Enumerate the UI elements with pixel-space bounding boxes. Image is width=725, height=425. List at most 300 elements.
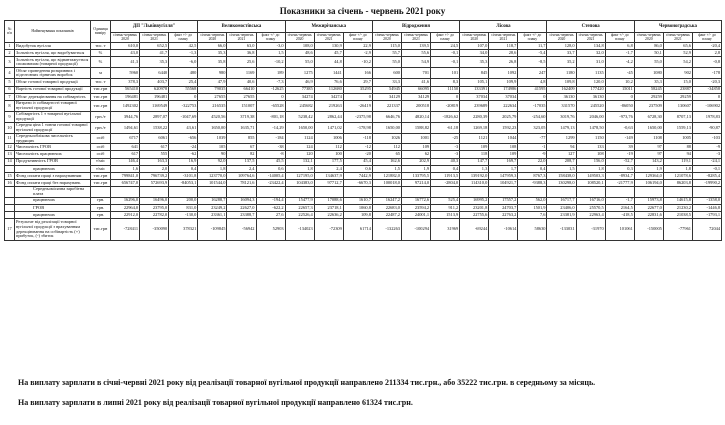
- row-value: 109,8: [547, 79, 576, 86]
- row-indicator-name: Витрати із собівартості товарної вугільної продукції: [15, 100, 91, 111]
- row-value: 1044: [489, 133, 518, 143]
- row-value: 108520,1: [576, 180, 605, 187]
- row-value: 130298,0: [547, 180, 576, 187]
- row-value: 37034: [460, 93, 489, 100]
- row-value: 139192,0: [460, 172, 489, 179]
- row-value: -0,8: [692, 57, 721, 68]
- row-value: 656747,0: [111, 180, 140, 187]
- row-value: 45,4: [343, 158, 372, 165]
- table-row: [5, 204, 722, 211]
- row-value: 108: [576, 151, 605, 158]
- row-indicator-name: Собівартість 1 т товарної вугільної продукції: [15, 111, 91, 122]
- row-value: 5960: [111, 68, 140, 79]
- row-value: [256, 187, 285, 197]
- row-value: -0,1: [431, 50, 460, 57]
- row-value: 25,6: [227, 57, 256, 68]
- row-number: 1: [5, 43, 15, 50]
- row-number: 16: [5, 180, 15, 187]
- row-value: 100: [314, 151, 343, 158]
- row-value: -1,7: [605, 50, 634, 57]
- row-value: 35,3: [460, 57, 489, 68]
- row-value: 39: [605, 144, 634, 151]
- row-value: 97712,7: [314, 180, 343, 187]
- row-value: 67: [227, 144, 256, 151]
- row-value: 1978,83: [692, 111, 721, 122]
- row-value: -12: [343, 144, 372, 151]
- row-value: 77385: [285, 86, 314, 93]
- header-period: факт +/- до плану: [431, 33, 460, 43]
- row-value: 177,5: [314, 158, 343, 165]
- row-value: 27655: [198, 93, 227, 100]
- row-value: -178: [692, 68, 721, 79]
- row-value: 25,4: [169, 79, 198, 86]
- row-value: -8285,4: [692, 172, 721, 179]
- row-value: 109: [402, 144, 431, 151]
- row-value: -3,0: [256, 43, 285, 50]
- row-value: -1,3: [169, 50, 198, 57]
- row-value: -72309: [314, 219, 343, 241]
- row-number: 14: [5, 158, 15, 165]
- row-value: 29,7: [343, 79, 372, 86]
- row-value: -0,1: [692, 165, 721, 172]
- row-value: 845: [460, 68, 489, 79]
- row-value: 1135: [576, 68, 605, 79]
- row-value: 1501,9: [518, 204, 547, 211]
- row-value: 33,7: [547, 50, 576, 57]
- row-value: [343, 187, 372, 197]
- row-value: 1299: [547, 133, 576, 143]
- row-value: 1121: [460, 133, 489, 143]
- row-value: 146,4: [111, 158, 140, 165]
- row-value: 16716,0: [576, 197, 605, 204]
- row-number: [5, 197, 15, 204]
- row-unit: м: [91, 68, 111, 79]
- row-value: 123770,0: [198, 172, 227, 179]
- row-value: -20: [343, 151, 372, 158]
- row-value: 11150: [431, 86, 460, 93]
- row-value: 118: [460, 151, 489, 158]
- header-group-mine: Лісова: [460, 21, 547, 33]
- row-number: 8: [5, 100, 15, 111]
- row-number: 17: [5, 219, 15, 241]
- row-value: 66095: [402, 86, 431, 93]
- header-period: факт +/- до плану: [605, 33, 634, 43]
- row-value: 1588,82: [402, 122, 431, 133]
- table-row: [5, 187, 722, 197]
- row-value: 54,2: [663, 57, 692, 68]
- row-value: 1092: [489, 68, 518, 79]
- row-value: 121078,6: [663, 172, 692, 179]
- header-period: січень-червень 2020: [285, 33, 314, 43]
- header-period: січень-червень 2021: [227, 33, 256, 43]
- row-indicator-name: Фонд оплати праці без нарахувань: [15, 180, 91, 187]
- row-value: 0,3: [605, 165, 634, 172]
- row-value: 16496,0: [140, 197, 169, 204]
- row-value: 47,9: [198, 79, 227, 86]
- row-value: -9: [518, 151, 547, 158]
- table-row: [5, 100, 722, 111]
- row-value: 11913,5: [431, 172, 460, 179]
- row-value: -1047,69: [169, 111, 198, 122]
- row-value: 701: [402, 68, 431, 79]
- row-value: 5238,42: [285, 111, 314, 122]
- row-value: -149: [605, 133, 634, 143]
- row-value: 23381,9: [547, 211, 576, 218]
- row-value: 65,6: [663, 43, 692, 50]
- row-value: -100294: [402, 219, 431, 241]
- row-value: 52,9: [663, 50, 692, 57]
- row-value: -8: [256, 151, 285, 158]
- row-value: 66,0: [198, 43, 227, 50]
- row-value: 0: [692, 93, 721, 100]
- row-value: 0: [343, 93, 372, 100]
- row-value: 101544,0: [198, 180, 227, 187]
- row-value: 86203,8: [663, 180, 692, 187]
- row-indicator-name: Обсяг проведення розкривних і підготовчих гірничих виробок: [15, 68, 91, 79]
- row-value: -6670,3: [343, 180, 372, 187]
- row-value: [518, 187, 547, 197]
- row-value: 133391: [460, 86, 489, 93]
- row-value: -38: [256, 144, 285, 151]
- row-value: 1124: [285, 133, 314, 143]
- row-value: -3: [431, 144, 460, 151]
- row-value: 22831,6: [634, 211, 663, 218]
- row-value: 41595: [518, 86, 547, 93]
- row-value: 2,8: [692, 50, 721, 57]
- row-value: 36130: [547, 93, 576, 100]
- row-value: 22526,4: [285, 211, 314, 218]
- table-row: [5, 86, 722, 93]
- row-indicator-name: працюючих: [15, 211, 91, 218]
- row-value: -178,98: [343, 122, 372, 133]
- header-period: січень-червень 2020: [634, 33, 663, 43]
- row-value: 130607: [663, 100, 692, 111]
- row-value: 26,8: [489, 57, 518, 68]
- row-value: 55,0: [285, 57, 314, 68]
- row-value: 1,6: [111, 165, 140, 172]
- row-value: 54,9: [402, 57, 431, 68]
- row-value: [547, 187, 576, 197]
- row-value: 600: [372, 68, 401, 79]
- row-value: -84053,1: [169, 180, 198, 187]
- row-value: -7,3: [256, 79, 285, 86]
- header-period: січень-червень 2021: [314, 33, 343, 43]
- row-value: 16247,2: [372, 197, 401, 204]
- row-value: 4,8: [518, 79, 547, 86]
- table-row: [5, 79, 722, 86]
- row-value: 1479,13: [547, 122, 576, 133]
- header-number: № п/п: [5, 21, 15, 43]
- row-value: -20,4: [692, 43, 721, 50]
- row-value: 92,0: [198, 158, 227, 165]
- row-unit: грн./т: [91, 111, 111, 122]
- row-value: -254,60: [518, 111, 547, 122]
- row-value: 124: [285, 144, 314, 151]
- row-value: 555: [140, 151, 169, 158]
- row-indicator-name: Середня ціна 1 тонни готової товарної вугільної продукції: [15, 122, 91, 133]
- row-number: 12: [5, 144, 15, 151]
- header-period: січень-червень 2021: [663, 33, 692, 43]
- row-unit: грн.: [91, 211, 111, 218]
- header-period: січень-червень 2021: [402, 33, 431, 43]
- row-value: -45: [605, 68, 634, 79]
- row-value: 8,3: [431, 79, 460, 86]
- row-value: 120: [285, 151, 314, 158]
- row-number: 3: [5, 57, 15, 68]
- row-value: -6,0: [169, 57, 198, 68]
- row-value: 23249,2: [198, 204, 227, 211]
- row-value: -14005,4: [256, 172, 285, 179]
- row-value: 16717,7: [547, 197, 576, 204]
- row-value: 129364,0: [634, 172, 663, 179]
- row-unit: тис.грн: [91, 100, 111, 111]
- row-value: 22627,0: [227, 204, 256, 211]
- row-value: 1478,50: [576, 122, 605, 133]
- header-period: січень-червень 2021: [576, 33, 605, 43]
- row-value: -26419: [343, 100, 372, 111]
- row-value: 0: [431, 93, 460, 100]
- row-unit: грн.: [91, 197, 111, 204]
- row-value: 572693,9: [140, 180, 169, 187]
- row-value: -622,2: [256, 204, 285, 211]
- row-value: -14,29: [256, 122, 285, 133]
- table-row: [5, 180, 722, 187]
- row-value: 617: [140, 144, 169, 151]
- row-value: -3: [431, 151, 460, 158]
- row-number: 7: [5, 93, 15, 100]
- row-unit: грн./т: [91, 122, 111, 133]
- row-value: 1650,00: [634, 122, 663, 133]
- row-value: -2375,98: [343, 111, 372, 122]
- row-value: 45,5: [256, 158, 285, 165]
- row-value: -90,87: [692, 122, 721, 133]
- row-unit: тис.грн: [91, 172, 111, 179]
- row-value: 107,0: [460, 43, 489, 50]
- row-value: 134637,9: [314, 172, 343, 179]
- row-indicator-name: Обсяг дерекціювання на собівартість: [15, 93, 91, 100]
- row-value: -1826,62: [431, 111, 460, 122]
- row-value: 23718,1: [314, 204, 343, 211]
- row-unit: осіб: [91, 144, 111, 151]
- row-value: 565410: [111, 86, 140, 93]
- row-value: [372, 187, 401, 197]
- row-unit: т/міс: [91, 165, 111, 172]
- row-value: 112680: [314, 86, 343, 93]
- row-value: 652,5: [140, 43, 169, 50]
- row-number: [5, 211, 15, 218]
- row-value: 63,0: [227, 43, 256, 50]
- row-value: -322753: [169, 100, 198, 111]
- row-indicator-name: Продуктивність ГРОВ: [15, 158, 91, 165]
- row-value: 55,0: [372, 57, 401, 68]
- header-indicator-name: Найменування показників: [15, 21, 91, 43]
- row-value: 6728,30: [634, 111, 663, 122]
- row-value: 855: [227, 133, 256, 143]
- row-value: -132263: [372, 219, 401, 241]
- row-value: 10,2: [605, 79, 634, 86]
- row-value: 2862,44: [314, 111, 343, 122]
- row-value: 216535: [198, 100, 227, 111]
- row-indicator-name: Зольність вугілля, що видобувається: [15, 50, 91, 57]
- row-value: 54945: [372, 86, 401, 93]
- row-value: -8,5: [518, 57, 547, 68]
- row-value: 17557,2: [489, 197, 518, 204]
- row-value: [431, 187, 460, 197]
- row-value: 137,5: [227, 158, 256, 165]
- row-value: 101: [431, 68, 460, 79]
- row-value: 911,2: [431, 204, 460, 211]
- row-value: 147959,3: [489, 172, 518, 179]
- row-value: 222634: [489, 100, 518, 111]
- row-value: 2046,00: [576, 111, 605, 122]
- row-value: 610,0: [111, 43, 140, 50]
- row-value: -106902: [692, 100, 721, 111]
- row-value: 16094,3: [227, 197, 256, 204]
- row-value: 1,7: [489, 165, 518, 172]
- row-value: 86,0: [634, 43, 663, 50]
- row-value: 50,1: [634, 50, 663, 57]
- row-value: 1,3: [460, 165, 489, 172]
- row-indicator-name: Обсяг готової товарної продукції: [15, 79, 91, 86]
- row-value: 66410: [227, 86, 256, 93]
- row-value: -9: [692, 144, 721, 151]
- row-value: -350090: [140, 219, 169, 241]
- row-value: 106194,0: [634, 180, 663, 187]
- row-value: -130,0: [169, 211, 198, 218]
- row-value: 4520,56: [198, 111, 227, 122]
- row-value: [460, 187, 489, 197]
- table-row: [5, 68, 722, 79]
- row-value: 1275: [285, 68, 314, 79]
- row-value: 45,7: [314, 50, 343, 57]
- row-value: 61714: [343, 219, 372, 241]
- row-value: -150005: [634, 219, 663, 241]
- footer-note-salary-july: На виплату зарплати в липні 2021 року від реалізації товарної вугільної продукції направлено 61324 тис.грн.: [18, 398, 413, 407]
- row-value: 32,0: [576, 50, 605, 57]
- row-value: 43,61: [169, 122, 198, 133]
- row-value: -109845: [198, 219, 227, 241]
- row-indicator-name: Чисельність працюючих: [15, 151, 91, 158]
- row-value: 55568: [169, 86, 198, 93]
- header-group-mine: Степова: [547, 21, 634, 33]
- row-value: -10,2: [343, 57, 372, 68]
- row-value: 22636,2: [314, 211, 343, 218]
- row-value: 43,0: [111, 50, 140, 57]
- row-value: -25: [431, 133, 460, 143]
- row-value: 100018,0: [372, 180, 401, 187]
- row-value: 1026: [372, 133, 401, 143]
- row-value: 902: [663, 68, 692, 79]
- row-value: 35,3: [198, 50, 227, 57]
- row-value: 133: [576, 144, 605, 151]
- table-row: [5, 197, 722, 204]
- row-value: 16296,0: [111, 197, 140, 204]
- row-value: -20819: [431, 100, 460, 111]
- row-value: 115,0: [372, 43, 401, 50]
- header-period: факт +/- до плану: [169, 33, 198, 43]
- row-value: 0,6: [343, 165, 372, 172]
- row-indicator-name: Чисельність ГРОВ: [15, 144, 91, 151]
- row-unit: [91, 187, 111, 197]
- row-value: -0,1: [431, 57, 460, 68]
- row-value: 1169: [227, 68, 256, 79]
- row-value: 40,3: [431, 158, 460, 165]
- row-value: 1513,9: [431, 211, 460, 218]
- row-value: [489, 187, 518, 197]
- row-unit: тис.грн: [91, 93, 111, 100]
- row-value: 3719,38: [227, 111, 256, 122]
- row-value: 14615,8: [663, 197, 692, 204]
- row-value: 796739,2: [140, 172, 169, 179]
- row-value: 24,5: [431, 43, 460, 50]
- row-value: 166: [343, 68, 372, 79]
- row-number: [5, 165, 15, 172]
- row-value: 208,7: [547, 158, 576, 165]
- row-value: 7,6: [518, 211, 547, 218]
- table-row: [5, 111, 722, 122]
- table-row: [5, 172, 722, 179]
- row-value: 28,6: [489, 50, 518, 57]
- row-value: 8707,13: [663, 111, 692, 122]
- row-value: 1269,18: [460, 122, 489, 133]
- header-period: факт +/- до плану: [343, 33, 372, 43]
- row-value: -9388,3: [518, 180, 547, 187]
- header-group-mine: ДП "Львіввугілля": [111, 21, 198, 33]
- row-value: 34274: [314, 93, 343, 100]
- row-value: -62: [169, 151, 198, 158]
- row-value: 1006: [314, 133, 343, 143]
- row-value: -61,18: [431, 122, 460, 133]
- row-value: -10,2: [256, 57, 285, 68]
- row-value: 16772,6: [402, 197, 431, 204]
- row-value: 1559,13: [663, 122, 692, 133]
- row-value: -31970: [576, 219, 605, 241]
- row-unit: %: [91, 50, 111, 57]
- row-value: 15477,9: [285, 197, 314, 204]
- row-value: 1650,00: [198, 122, 227, 133]
- row-value: 1650,00: [285, 122, 314, 133]
- row-value: 34129: [402, 93, 431, 100]
- row-value: 118,7: [489, 43, 518, 50]
- row-value: 108: [489, 144, 518, 151]
- row-value: 22763,2: [489, 211, 518, 218]
- row-indicator-name: Середньооблікова чисельність трудящих: [15, 133, 91, 143]
- row-value: 65: [372, 151, 401, 158]
- row-value: -23422,4: [256, 180, 285, 187]
- row-value: 0,6: [256, 165, 285, 172]
- row-value: -133031: [547, 219, 576, 241]
- row-value: 41,3: [111, 57, 140, 68]
- row-value: -34858: [692, 86, 721, 93]
- row-indicator-name: Видобуток вугілля: [15, 43, 91, 50]
- row-value: 31,0: [576, 57, 605, 68]
- header-unit: Одиниця виміру: [91, 21, 111, 43]
- row-number: [5, 187, 15, 197]
- row-value: -418,5: [605, 211, 634, 218]
- row-value: -5,4: [518, 50, 547, 57]
- row-value: 196481: [140, 93, 169, 100]
- row-value: 0: [518, 93, 547, 100]
- row-value: 1080: [634, 68, 663, 79]
- row-value: -24,1: [692, 158, 721, 165]
- row-value: 245520: [576, 100, 605, 111]
- row-value: -4,2: [605, 57, 634, 68]
- row-value: 331570: [547, 100, 576, 111]
- row-value: 6061: [140, 133, 169, 143]
- row-value: 79035: [198, 86, 227, 93]
- table-row: [5, 43, 722, 50]
- header-period: факт +/- до плану: [256, 33, 285, 43]
